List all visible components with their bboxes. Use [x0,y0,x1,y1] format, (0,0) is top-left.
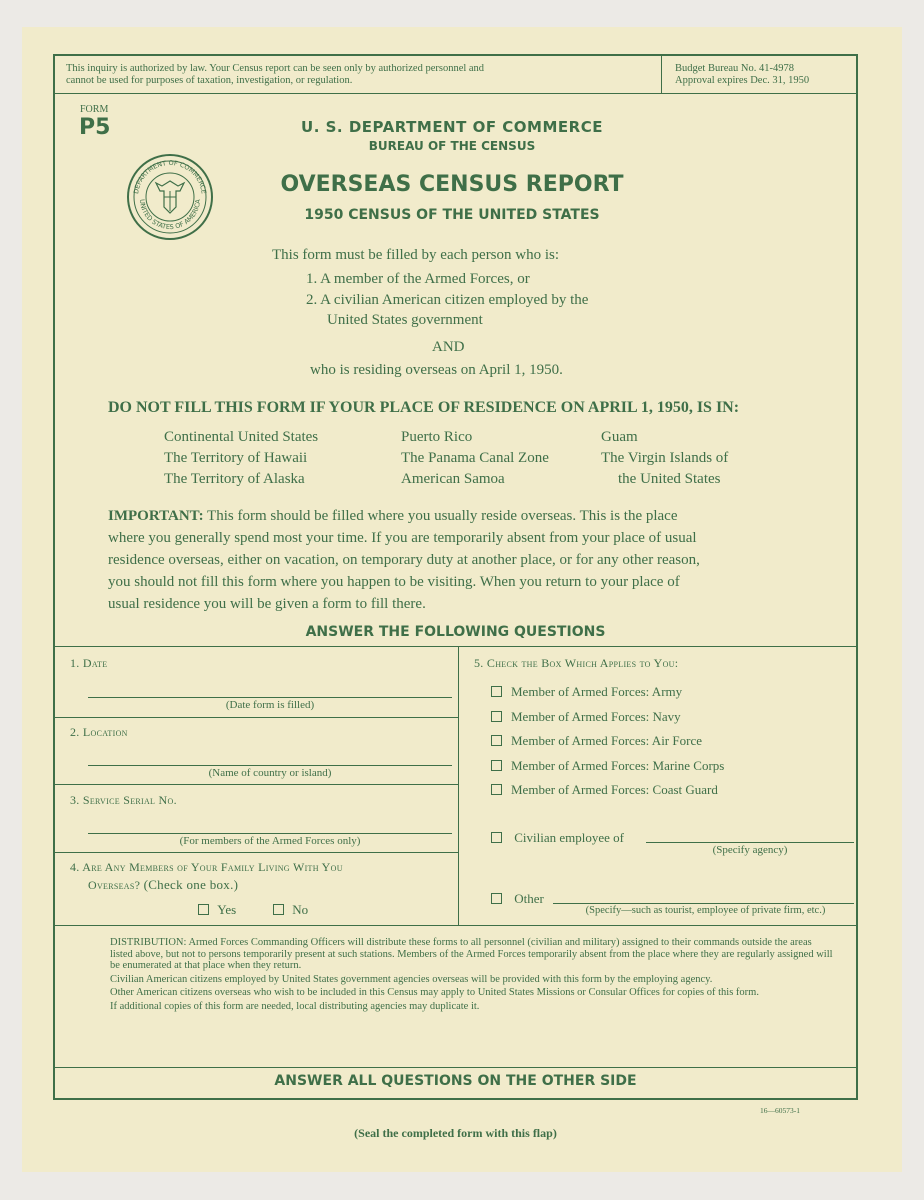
eligibility-and: AND [432,339,465,355]
q5-marine-corps-label: Member of Armed Forces: Marine Corps [511,757,725,773]
budget-bureau-notice [675,63,855,87]
q5-coast-guard-label: Member of Armed Forces: Coast Guard [511,782,718,797]
q5-civilian-label: Civilian employee of [514,830,625,845]
bureau-name: BUREAU OF THE CENSUS [368,139,536,153]
q5-marine-corps-checkbox[interactable] [491,760,502,771]
seal-instruction: (Seal the completed form with this flap) [354,1126,557,1140]
place-continental-us: Continental United States [164,429,319,445]
q2-location-input[interactable] [88,765,452,766]
exclusion-heading: DO NOT FILL THIS FORM IF YOUR PLACE OF RESIDENCE ON APRIL 1, 1950, IS IN: [108,399,740,416]
important-label: IMPORTANT: [108,508,204,524]
q1-date-input[interactable] [88,697,452,698]
distribution-paragraph-1: DISTRIBUTION: Armed Forces Commanding Officers will distribute these forms to all personnel (civilian and military) assigned to their commands outside the areas listed above, but not to persons temporarily present at such stations. Members of the Armed Forces temporarily absent from the place where they are regularly assigned will be enumerated at that place when they return. [110,937,833,971]
place-american-samoa: American Samoa [401,471,505,487]
footer-rule [54,1067,857,1068]
department-seal [126,153,214,241]
q4-label-line-1: 4. Are Any Members of Your Family Living With You [70,860,343,874]
place-hawaii: The Territory of Hawaii [164,450,308,466]
questions-bottom-rule [54,925,857,926]
q5-other-label: Other [514,891,544,906]
q4-label [70,859,343,894]
authorization-line-2: cannot be used for purposes of taxation, investigation, or regulation. [66,75,353,86]
important-line-3: residence overseas, either on vacation, on temporary duty at another place, or for any other reason, [108,552,700,568]
q3-serial-input[interactable] [88,833,452,834]
form-title: OVERSEAS CENSUS REPORT [280,172,624,197]
eligibility-item-1: 1. A member of the Armed Forces, or [306,271,530,287]
important-line-2: where you generally spend most your time. If you are temporarily absent from your place of usual [108,530,697,546]
footer-heading: ANSWER ALL QUESTIONS ON THE OTHER SIDE [274,1073,637,1089]
distribution-paragraph-4: If additional copies of this form are needed, local distributing agencies may duplicate it. [110,1000,480,1012]
q1-bottom-rule [54,717,459,718]
q5-option-other[interactable] [491,891,544,907]
form-label: FORM [80,104,109,115]
budget-line-2: Approval expires Dec. 31, 1950 [675,75,810,86]
questions-top-rule [54,646,857,647]
places-column-2 [401,427,549,490]
places-column-3 [601,427,728,490]
questions-heading: ANSWER THE FOLLOWING QUESTIONS [305,624,606,640]
q3-caption: (For members of the Armed Forces only) [179,835,361,847]
eligibility-item-2: 2. A civilian American citizen employed by the [306,292,589,308]
q5-option-air-force[interactable] [491,729,724,754]
header-divider [661,55,662,93]
q4-no-option[interactable] [273,902,308,918]
q5-other-input[interactable] [553,903,854,904]
place-puerto-rico: Puerto Rico [401,429,473,445]
q2-caption: (Name of country or island) [208,767,332,779]
header-rule [54,93,857,94]
q2-label: 2. Location [70,725,128,739]
q5-navy-label: Member of Armed Forces: Navy [511,708,681,724]
q5-label: 5. Check the Box Which Applies to You: [474,656,679,670]
q5-option-marine-corps[interactable] [491,754,724,779]
q5-other-caption: (Specify—such as tourist, employee of private firm, etc.) [585,905,826,916]
place-guam: Guam [601,429,638,445]
eligibility-residing: who is residing overseas on April 1, 1950. [310,362,563,378]
form-code: 16—60573-1 [760,1106,800,1115]
q3-label: 3. Service Serial No. [70,793,177,807]
department-name: U. S. DEPARTMENT OF COMMERCE [301,118,603,136]
q5-army-label: Member of Armed Forces: Army [511,684,683,699]
distribution-paragraph-2: Civilian American citizens employed by United States government agencies overseas will be provided with this form by the employing agency. [110,973,713,985]
distribution-notes [110,937,834,1014]
q4-no-label: No [292,902,309,917]
q4-yes-checkbox[interactable] [198,904,209,915]
important-line-1: This form should be filled where you usually reside overseas. This is the place [203,508,678,524]
q4-no-checkbox[interactable] [273,904,284,915]
q5-option-navy[interactable] [491,705,724,730]
authorization-line-1: This inquiry is authorized by law. Your Census report can be seen only by authorized personnel and [66,63,485,74]
seal-top-text: DEPARTMENT OF COMMERCE [132,158,208,195]
form-subtitle: 1950 CENSUS OF THE UNITED STATES [304,207,600,223]
places-column-1 [164,427,318,490]
q5-civilian-caption: (Specify agency) [712,844,788,856]
important-paragraph [108,505,808,615]
form-number: P5 [79,115,111,140]
q5-navy-checkbox[interactable] [491,711,502,722]
eligibility-item-2-cont: United States government [327,312,483,328]
q4-instruction: (Check one box.) [143,877,239,892]
q4-yes-label: Yes [217,902,237,917]
eligibility-intro: This form must be filled by each person who is: [272,247,560,263]
important-line-4: you should not fill this form where you happen to be visiting. When you return to your place of [108,574,680,590]
q4-label-line-2: Overseas? [88,878,141,892]
place-panama-canal-zone: The Panama Canal Zone [401,450,549,466]
q5-option-civilian[interactable] [491,830,624,846]
q1-label: 1. Date [70,656,108,670]
place-virgin-islands: The Virgin Islands of [601,450,729,466]
q5-air-force-checkbox[interactable] [491,735,502,746]
q5-option-army[interactable] [491,680,724,705]
q2-bottom-rule [54,784,459,785]
q5-coast-guard-checkbox[interactable] [491,784,502,795]
seal-bottom-text: UNITED STATES OF AMERICA [137,198,203,232]
important-line-5: usual residence you will be given a form to fill there. [108,596,426,612]
q5-civilian-checkbox[interactable] [491,832,502,843]
q4-yes-option[interactable] [198,902,236,918]
q5-other-checkbox[interactable] [491,893,502,904]
q5-army-checkbox[interactable] [491,686,502,697]
budget-line-1: Budget Bureau No. 41-4978 [675,63,794,74]
place-virgin-islands-cont: the United States [618,471,721,487]
authorization-notice [66,63,646,87]
questions-column-divider [458,646,459,925]
q5-air-force-label: Member of Armed Forces: Air Force [511,733,702,748]
q5-option-coast-guard[interactable] [491,778,724,803]
place-alaska: The Territory of Alaska [164,471,305,487]
q3-bottom-rule [54,852,459,853]
q1-caption: (Date form is filled) [225,699,315,711]
q5-options-list [491,680,724,803]
q5-agency-input[interactable] [646,842,854,843]
distribution-paragraph-3: Other American citizens overseas who wish to be included in this Census may apply to United States Missions or Consular Offices for copies of this form. [110,987,759,998]
